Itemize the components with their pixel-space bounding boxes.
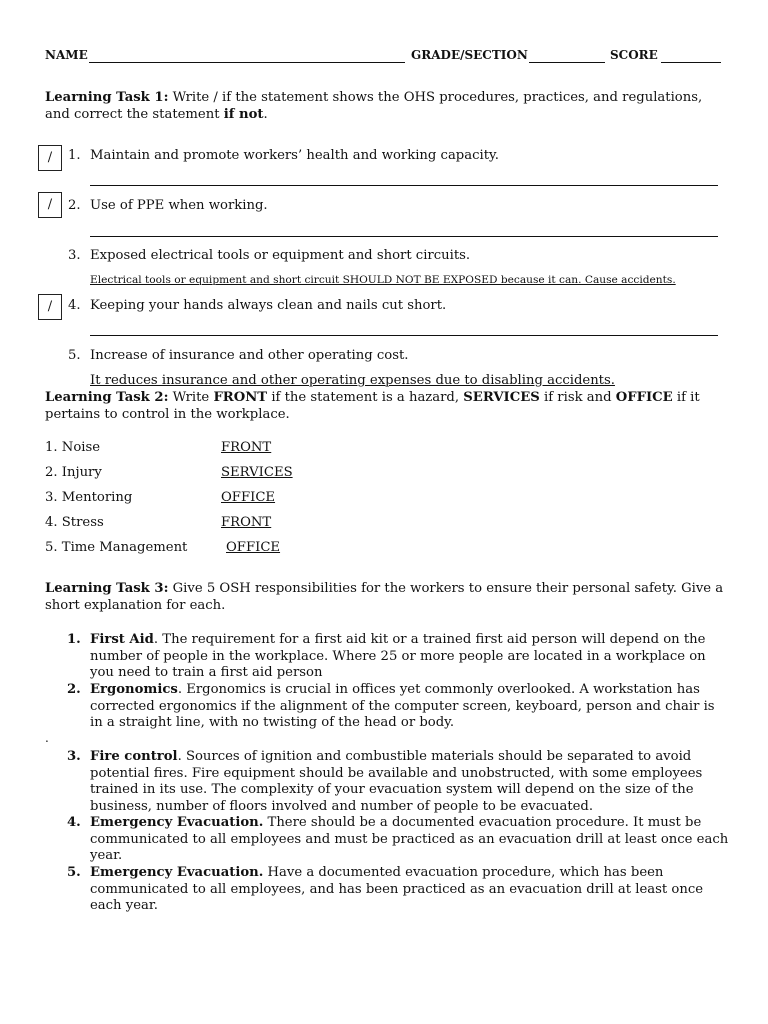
answer-line-4[interactable] xyxy=(90,335,718,336)
task2-answer: FRONT xyxy=(221,515,272,530)
task2-answer: FRONT xyxy=(221,440,272,455)
name-label: NAME xyxy=(45,48,88,62)
task2-instructions: Learning Task 2: Write FRONT if the statement is a hazard, SERVICES if risk and OFFICE if it pertains to control in the workplace. xyxy=(45,390,700,422)
task1-item-text: Increase of insurance and other operating cost. xyxy=(90,348,409,363)
score-blank[interactable] xyxy=(661,62,721,63)
task1-label: Learning Task 1: xyxy=(45,90,169,105)
correction-5: It reduces insurance and other operating expenses due to disabling accidents. xyxy=(90,373,615,388)
task1-item-text: Exposed electrical tools or equipment and short circuits. xyxy=(90,248,471,263)
list-item: 4. Emergency Evacuation. There should be a documented evacuation procedure. It must be communicated to all employees and must be practiced as an evacuation drill at least once each year. xyxy=(67,815,729,864)
stray-dot: . xyxy=(45,731,49,745)
name-blank[interactable] xyxy=(89,62,405,63)
task1-item-number: 1. xyxy=(68,148,81,163)
task1-item-text: Keeping your hands always clean and nails cut short. xyxy=(90,298,447,313)
task1-item-number: 3. xyxy=(68,248,81,263)
task2-answer: OFFICE xyxy=(226,540,281,555)
score-label: SCORE xyxy=(610,48,658,62)
task1-item-number: 2. xyxy=(68,198,81,213)
task2-item: 2. Injury xyxy=(45,465,102,480)
task1-item-text: Maintain and promote workers’ health and working capacity. xyxy=(90,148,499,163)
task2-item: 4. Stress xyxy=(45,515,104,530)
answer-line-1[interactable] xyxy=(90,185,718,186)
list-item: 3. Fire control. Sources of ignition and combustible materials should be separated to avoid potential fires. Fire equipment should be available and unobstructed, with some employees trained in its use. The complexity of your evacuation system will depend on the size of the business, number of floors involved and number of people to be evacuated. xyxy=(67,749,703,814)
list-item: 5. Emergency Evacuation. Have a documented evacuation procedure, which has been communicated to all employees, and has been practiced as an evacuation drill at least once each year. xyxy=(67,865,704,914)
check-box-4[interactable]: / xyxy=(38,294,62,320)
task2-item: 1. Noise xyxy=(45,440,101,455)
task3-label: Learning Task 3: xyxy=(45,581,169,596)
check-box-1[interactable]: / xyxy=(38,145,62,171)
answer-line-2[interactable] xyxy=(90,236,718,237)
task2-answer: SERVICES xyxy=(221,465,293,480)
task2-label: Learning Task 2: xyxy=(45,390,169,405)
task2-answer: OFFICE xyxy=(221,490,276,505)
grade-section-blank[interactable] xyxy=(529,62,605,63)
task1-item-text: Use of PPE when working. xyxy=(90,198,268,213)
list-item: 1. First Aid. The requirement for a first aid kit or a trained first aid person will depend on the number of people in the workplace. Where 25 or more people are located in a workplace on you need to train a first aid person xyxy=(67,632,706,681)
task3-instructions: Learning Task 3: Give 5 OSH responsibilities for the workers to ensure their personal safety. Give a short explanation for each. xyxy=(45,581,724,613)
check-box-2[interactable]: / xyxy=(38,192,62,218)
worksheet-header xyxy=(45,48,725,68)
task1-item-number: 4. xyxy=(68,298,81,313)
list-item: 2. Ergonomics. Ergonomics is crucial in offices yet commonly overlooked. A workstation has corrected ergonomics if the alignment of the computer screen, keyboard, person and chair is in a straight line, with no twisting of the head or body. xyxy=(67,682,715,731)
correction-3: Electrical tools or equipment and short circuit SHOULD NOT BE EXPOSED because it can. Cause accidents. xyxy=(90,274,676,286)
grade-section-label: GRADE/SECTION xyxy=(411,48,528,62)
task1-instructions: Learning Task 1: Write / if the statement shows the OHS procedures, practices, and regulations, and correct the statement if not. xyxy=(45,90,703,122)
task2-item: 3. Mentoring xyxy=(45,490,133,505)
task2-item: 5. Time Management xyxy=(45,540,188,555)
task1-item-number: 5. xyxy=(68,348,81,363)
